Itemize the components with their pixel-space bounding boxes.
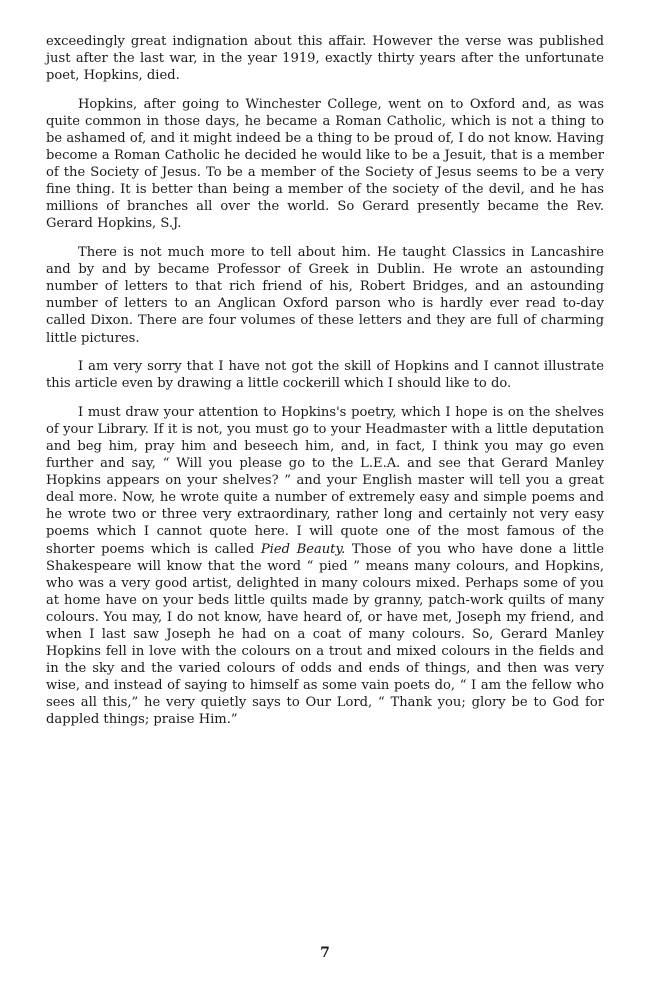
paragraph-2: Hopkins, after going to Winchester College, went on to Oxford and, as was quite common in those days, he became a Roman Catholic, which is not a thing to be ashamed of, and it might indeed be a thing to be proud of, I do not know. Having become a Roman Catholic he decided he would like to be a Jesuit, that is a member of the Society of Jesus. To be a member of the Society of Jesus seems to be a very fine thing. It is better than being a member of the society of the devil, and he has millions of branches all over the world. So Gerard presently became the Rev. Gerard Hopkins, S.J. [46, 96, 604, 232]
poem-title: Pied Beauty. [260, 541, 346, 557]
paragraph-1: exceedingly great indignation about this affair. However the verse was published just after the last war, in the year 1919, exactly thirty years after the unfortunate poet, Hopkins, died. [46, 34, 604, 84]
article-body [46, 33, 604, 740]
paragraph-5 [46, 404, 604, 729]
paragraph-3: There is not much more to tell about him. He taught Classics in Lancashire and by and by became Professor of Greek in Dublin. He wrote an astounding number of letters to that rich friend of his, Robert Bridges, and an astounding number of letters to an Anglican Oxford parson who is hardly ever read to-day called Dixon. There are four volumes of these letters and they are full of charming little pictures. [46, 245, 604, 346]
paragraph-4: I am very sorry that I have not got the skill of Hopkins and I cannot illustrate this article even by drawing a little cockerill which I should like to do. [46, 359, 604, 392]
page-number: 7 [320, 945, 330, 961]
paragraph-5-text-start: I must draw your attention to Hopkins's poetry, which I hope is on the shelves of your Library. If it is not, you must go to your Headmaster with a little deputation and beg him, pray him and beseech him, and, in fact, I think you may go even further and say, “ Will you please go to the L.E.A. and see that Gerard Manley Hopkins appears on your shelves? ” and your English master will tell you a great deal more. Now, he wrote quite a number of extremely easy and simple poems and he wrote two or three very extraordinary, rather long and certainly not very easy poems which I cannot quote here. I will quote one of the most famous of the shorter poems which is called [46, 404, 604, 557]
paragraph-5-text-end: Those of you who have done a little Shakespeare will know that the word “ pied ” means many colours, and Hopkins, who was a very good artist, delighted in many colours mixed. Perhaps some of you at home have on your beds little quilts made by granny, patch-work quilts of many colours. You may, I do not know, have heard of, or have met, Joseph my friend, and when I last saw Joseph he had on a coat of many colours. So, Gerard Manley Hopkins fell in love with the colours on a trout and mixed colours in the fields and in the sky and the varied colours of odds and ends of things, and then was very wise, and instead of saying to himself as some vain poets do, “ I am the fellow who sees all this,” he very quietly says to Our Lord, “ Thank you; glory be to God for dappled things; praise Him.” [46, 541, 604, 728]
